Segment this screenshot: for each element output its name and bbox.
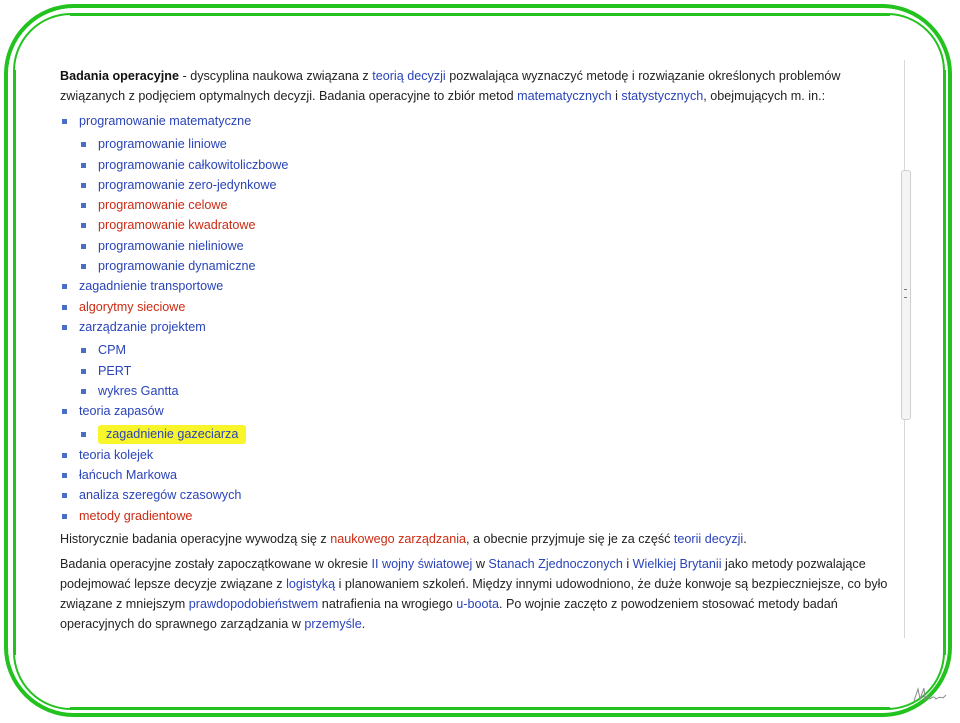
link-algorytmy-sieciowe[interactable]: algorytmy sieciowe <box>79 299 186 314</box>
link-wielkiej-brytanii[interactable]: Wielkiej Brytanii <box>632 556 722 571</box>
link-lancuch-markowa[interactable]: łańcuch Markowa <box>79 468 177 483</box>
link-programowanie-calkowitoliczbowe[interactable]: programowanie całkowitoliczbowe <box>98 157 289 172</box>
scrollbar-grip[interactable] <box>904 289 907 298</box>
link-programowanie-nieliniowe[interactable]: programowanie nieliniowe <box>98 238 244 253</box>
link-stanach-zjednoczonych[interactable]: Stanach Zjednoczonych <box>488 556 623 571</box>
history-paragraph: Historycznie badania operacyjne wywodzą się z naukowego zarządzania, a obecnie przyjmuje się je za część teorii decyzji. <box>60 531 747 546</box>
link-analiza-szeregow-czasowych[interactable]: analiza szeregów czasowych <box>79 488 242 503</box>
link-zagadnienie-gazeciarza[interactable]: zagadnienie gazeciarza <box>106 427 239 442</box>
link-logistyka[interactable]: logistyką <box>286 576 336 591</box>
link-u-boota[interactable]: u-boota <box>456 596 499 611</box>
list-item <box>60 485 900 505</box>
list-item <box>79 236 900 256</box>
link-wykres-gantta[interactable]: wykres Gantta <box>98 383 179 398</box>
link-programowanie-celowe[interactable]: programowanie celowe <box>98 198 228 213</box>
signature-mark <box>912 683 948 707</box>
link-teoria-zapasow[interactable]: teoria zapasów <box>79 404 164 419</box>
methods-list <box>60 111 900 526</box>
link-naukowego-zarzadzania[interactable]: naukowego zarządzania <box>330 531 467 546</box>
frame-line-right <box>944 70 946 655</box>
link-programowanie-liniowe[interactable]: programowanie liniowe <box>98 137 227 152</box>
list-item <box>79 381 900 401</box>
link-matematycznych[interactable]: matematycznych <box>517 89 612 103</box>
list-item <box>60 445 900 465</box>
list-item <box>79 175 900 195</box>
frame-line-left <box>14 70 16 655</box>
list-item <box>79 361 900 381</box>
list-item <box>79 424 900 444</box>
link-pert[interactable]: PERT <box>98 363 132 378</box>
list-item <box>79 256 900 276</box>
link-statystycznych[interactable]: statystycznych <box>621 89 704 103</box>
link-metody-gradientowe[interactable]: metody gradientowe <box>79 508 193 523</box>
link-cpm[interactable]: CPM <box>98 343 126 358</box>
list-item <box>60 317 900 337</box>
link-teoria-kolejek[interactable]: teoria kolejek <box>79 447 154 462</box>
list-item <box>60 506 900 526</box>
list-item <box>60 401 900 421</box>
list-item <box>60 111 900 131</box>
link-teorii-decyzji[interactable]: teorii decyzji <box>673 531 744 546</box>
link-programowanie-dynamiczne[interactable]: programowanie dynamiczne <box>98 259 256 274</box>
list-item <box>60 465 900 485</box>
origin-paragraph: Badania operacyjne zostały zapoczątkowane w okresie II wojny światowej w Stanach Zjednoczonych i Wielkiej Brytanii jako metody pozwalające podejmować lepsze decyzje związane z logistyką i planowaniem szkoleń. Między innymi udowodniono, że duże konwoje są bezpieczniejsze, co było związane z mniejszym prawdopodobieństwem natrafienia na wrogiego u-boota. Po wojnie zaczęto z powodzeniem stosować metody badań operacyjnych do sprawnego zarządzania w przemyśle. <box>60 556 888 631</box>
link-zarzadzanie-projektem[interactable]: zarządzanie projektem <box>79 319 206 334</box>
link-teoria-decyzji[interactable]: teorią decyzji <box>372 69 446 83</box>
frame-line-top <box>70 14 890 16</box>
link-programowanie-zero-jedynkowe[interactable]: programowanie zero-jedynkowe <box>98 177 277 192</box>
frame-line-bottom <box>70 707 890 709</box>
list-item <box>79 155 900 175</box>
list-item <box>79 340 900 360</box>
article-content <box>60 66 900 639</box>
sublist-zarzadzanie <box>60 340 900 401</box>
article-title: Badania operacyjne <box>60 69 179 83</box>
sublist-programowanie <box>60 134 900 276</box>
sublist-zapasy <box>60 424 900 444</box>
link-prawdopodobienstwem[interactable]: prawdopodobieństwem <box>188 596 319 611</box>
list-item <box>79 215 900 235</box>
highlight-marker <box>98 425 246 444</box>
link-ii-wojny-swiatowej[interactable]: II wojny światowej <box>371 556 473 571</box>
list-item <box>60 276 900 296</box>
list-item <box>60 297 900 317</box>
link-programowanie-kwadratowe[interactable]: programowanie kwadratowe <box>98 218 256 233</box>
list-item <box>79 195 900 215</box>
list-item <box>79 134 900 154</box>
intro-paragraph: Badania operacyjne - dyscyplina naukowa związana z teorią decyzji pozwalająca wyznaczyć metodę i rozwiązanie określonych problemów związanych z podjęciem optymalnych decyzji. Badania operacyjne to zbiór metod matematycznych i statystycznych, obejmujących m. in.: <box>60 69 841 103</box>
link-zagadnienie-transportowe[interactable]: zagadnienie transportowe <box>79 279 224 294</box>
link-programowanie-matematyczne[interactable]: programowanie matematyczne <box>79 114 252 128</box>
link-przemysle[interactable]: przemyśle <box>304 616 362 631</box>
